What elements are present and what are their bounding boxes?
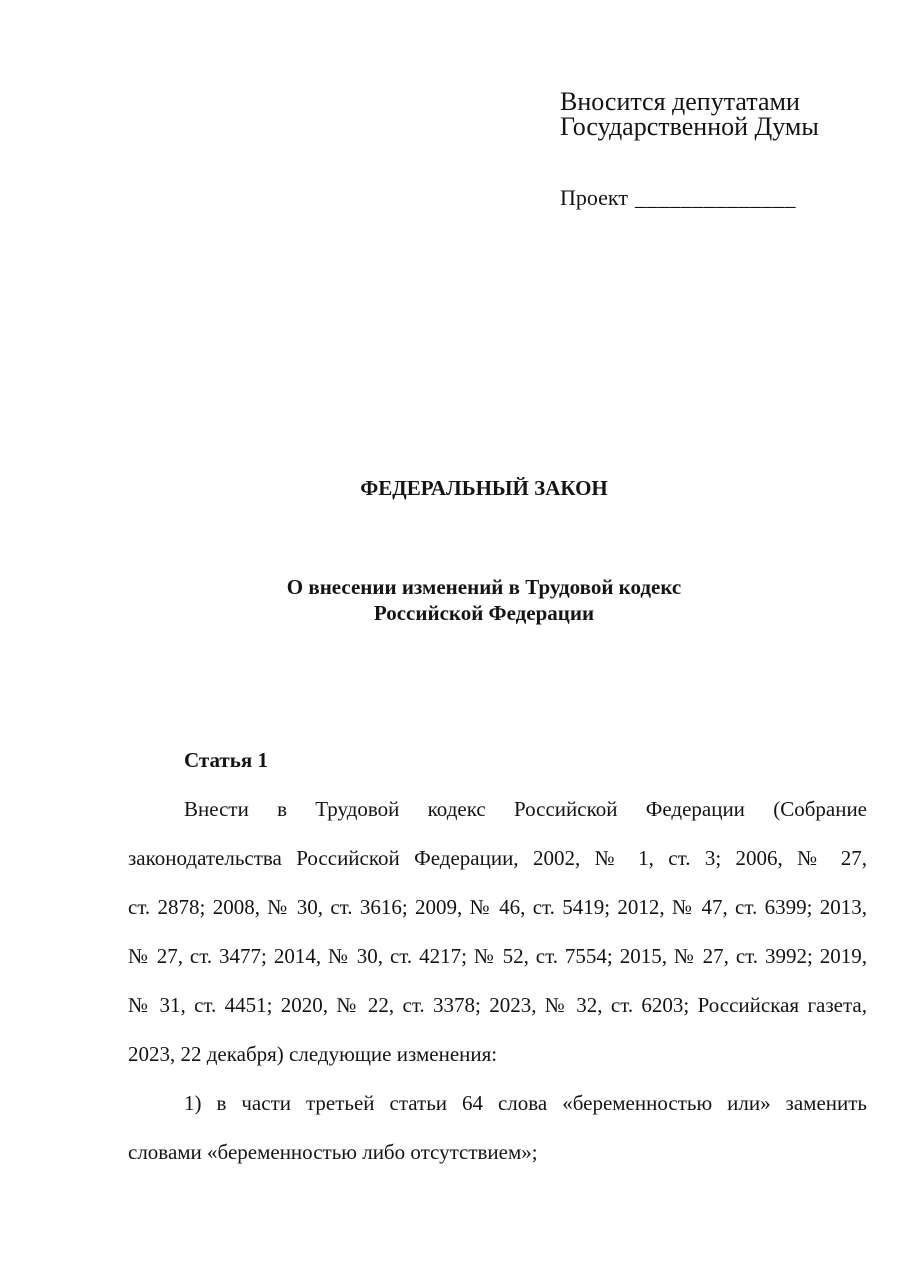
project-blank-line: ______________ (634, 185, 796, 210)
law-subject-line2: Российской Федерации (373, 601, 595, 625)
amendment-item-line: 1) в части третьей статьи 64 слова «беременностью или» заменить (184, 1091, 867, 1115)
law-body (128, 736, 867, 1177)
intro-paragraph-line: № 31, ст. 4451; 2020, № 22, ст. 3378; 2023, № 32, ст. 6203; Российская газета, (128, 993, 867, 1017)
submission-note (560, 89, 819, 139)
article-1-heading: Статья 1 (184, 748, 268, 772)
law-subject-heading (128, 574, 840, 626)
intro-paragraph-line: Внести в Трудовой кодекс Российской Федерации (Собрание (184, 797, 867, 821)
amendment-item-line: словами «беременностью либо отсутствием»; (128, 1140, 538, 1164)
submission-note-line2: Государственной Думы (560, 112, 819, 141)
law-type-heading: ФЕДЕРАЛЬНЫЙ ЗАКОН (360, 476, 608, 500)
intro-paragraph-line: законодательства Российской Федерации, 2002, № 1, ст. 3; 2006, № 27, (128, 846, 867, 870)
intro-paragraph-line: ст. 2878; 2008, № 30, ст. 3616; 2009, № 46, ст. 5419; 2012, № 47, ст. 6399; 2013, (128, 895, 867, 919)
intro-paragraph-line: 2023, 22 декабря) следующие изменения: (128, 1042, 498, 1066)
project-label: Проект (560, 185, 628, 210)
project-line (560, 185, 796, 211)
intro-paragraph-line: № 27, ст. 3477; 2014, № 30, ст. 4217; № 52, ст. 7554; 2015, № 27, ст. 3992; 2019, (128, 944, 867, 968)
law-subject-line1: О внесении изменений в Трудовой кодекс (286, 575, 682, 599)
submission-note-line1: Вносится депутатами (560, 87, 800, 116)
